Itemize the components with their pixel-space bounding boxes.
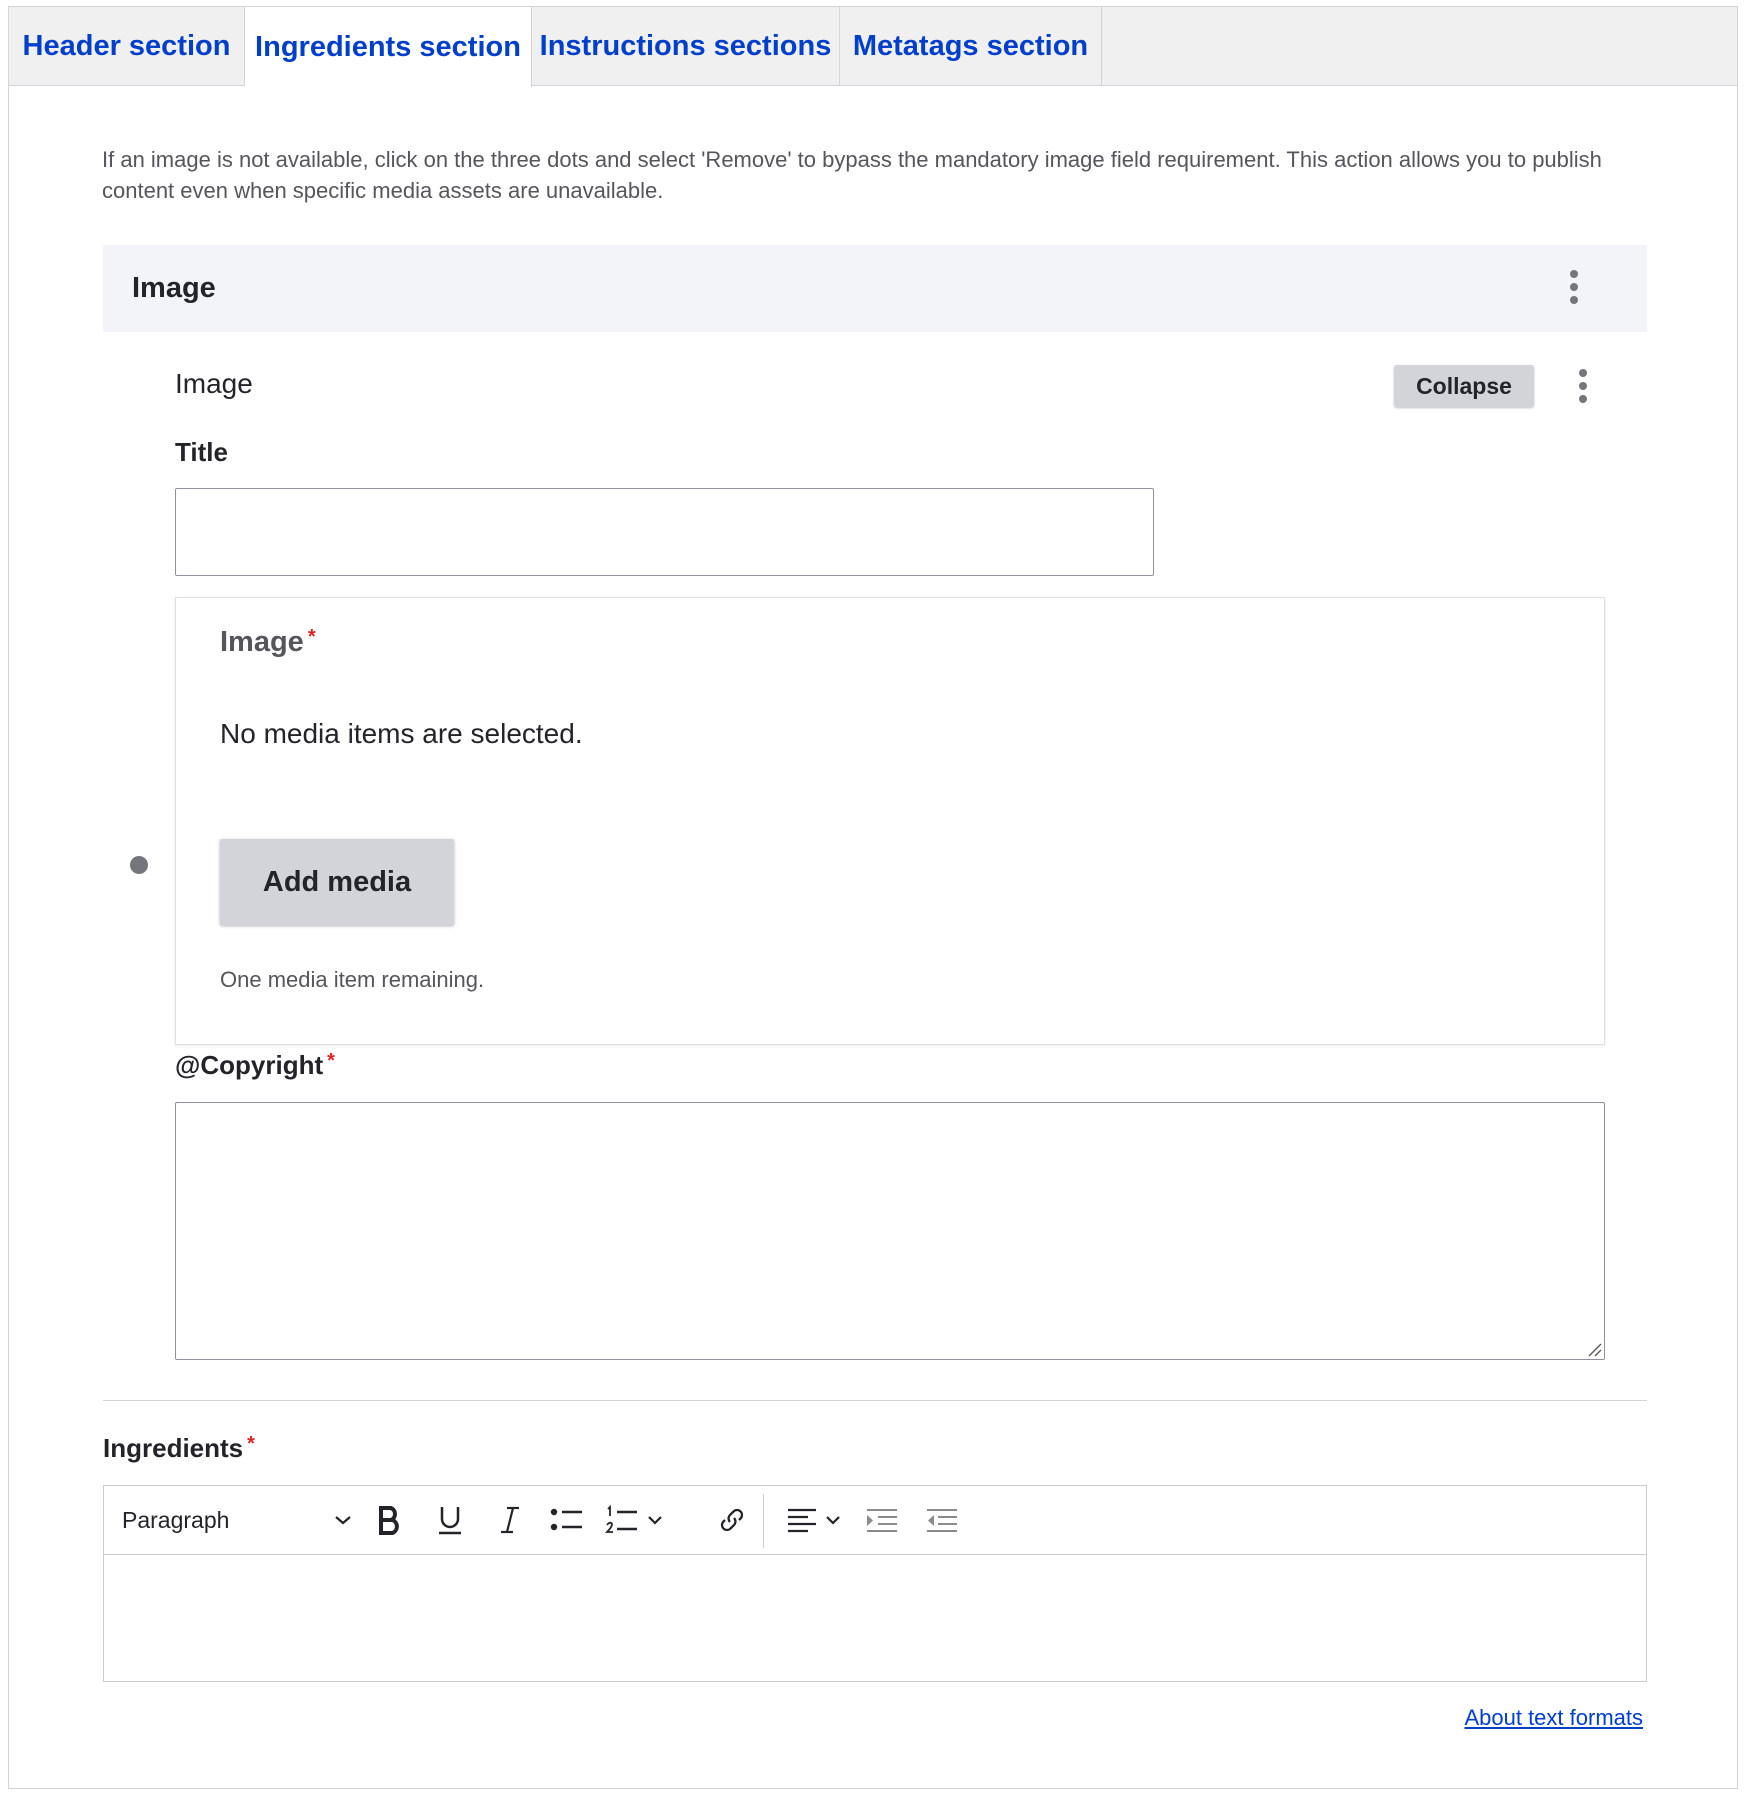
resize-handle-icon[interactable] [1586, 1341, 1602, 1357]
link-button[interactable] [712, 1500, 752, 1540]
editor-toolbar [104, 1486, 1646, 1555]
title-input[interactable] [175, 488, 1154, 576]
paragraph-header [103, 245, 1647, 332]
heading-dropdown-value: Paragraph [122, 1506, 230, 1533]
title-label: Title [175, 437, 228, 467]
add-media-button[interactable]: Add media [220, 839, 454, 925]
required-mark: * [247, 1433, 255, 1455]
bulleted-list-icon [550, 1507, 584, 1533]
required-mark: * [327, 1050, 335, 1072]
ingredients-label: Ingredients * [103, 1433, 255, 1463]
required-mark: * [307, 626, 316, 648]
drag-bullet-icon [130, 856, 148, 874]
align-button[interactable] [780, 1500, 848, 1540]
chevron-down-icon [334, 1514, 352, 1526]
help-text: If an image is not available, click on the three dots and select 'Remove' to bypass the mandatory image field requirement. This action allows you to publish content even when specific media assets are unavailable. [102, 147, 1602, 203]
outdent-button[interactable] [922, 1500, 962, 1540]
align-left-icon [787, 1507, 817, 1533]
indent-button[interactable] [862, 1500, 902, 1540]
link-icon [718, 1506, 746, 1534]
underline-button[interactable] [430, 1500, 470, 1540]
tab-header-section[interactable]: Header section [9, 7, 245, 86]
bulleted-list-button[interactable] [542, 1500, 592, 1540]
vertical-tabs-bar [9, 7, 1737, 86]
copyright-label: @Copyright * [175, 1050, 335, 1080]
tab-metatags-section[interactable]: Metatags section [840, 7, 1102, 86]
copyright-textarea[interactable] [175, 1102, 1605, 1360]
about-text-formats-link[interactable]: About text formats [1464, 1705, 1643, 1730]
paragraph-header-title: Image [132, 272, 216, 304]
tab-instructions-sections[interactable]: Instructions sections [532, 7, 840, 86]
editor-content-area[interactable] [104, 1555, 1646, 1681]
paragraph-item-title: Image [175, 368, 253, 399]
no-media-message: No media items are selected. [220, 718, 583, 749]
bold-icon [377, 1505, 403, 1535]
tab-content [9, 86, 1737, 1788]
italic-icon [498, 1505, 522, 1535]
numbered-list-icon [605, 1505, 639, 1535]
bold-button[interactable] [370, 1500, 410, 1540]
underline-icon [436, 1504, 464, 1536]
italic-button[interactable] [490, 1500, 530, 1540]
outdent-icon [926, 1507, 958, 1533]
ingredients-editor [103, 1485, 1647, 1682]
form-frame [8, 6, 1738, 1789]
tab-ingredients-section[interactable]: Ingredients section [245, 7, 532, 87]
section-divider [103, 1400, 1647, 1401]
media-remaining-text: One media item remaining. [220, 967, 485, 992]
chevron-down-icon [825, 1515, 841, 1525]
toolbar-separator [763, 1494, 764, 1548]
paragraph-header-more-icon[interactable] [1566, 270, 1582, 306]
indent-icon [866, 1507, 898, 1533]
image-field-label: Image * [220, 626, 316, 658]
collapse-button[interactable]: Collapse [1394, 365, 1534, 407]
paragraph-item-more-icon[interactable] [1575, 369, 1591, 405]
numbered-list-button[interactable] [602, 1500, 666, 1540]
chevron-down-icon [647, 1515, 663, 1525]
image-media-widget [175, 597, 1605, 1045]
heading-dropdown[interactable] [122, 1500, 352, 1540]
